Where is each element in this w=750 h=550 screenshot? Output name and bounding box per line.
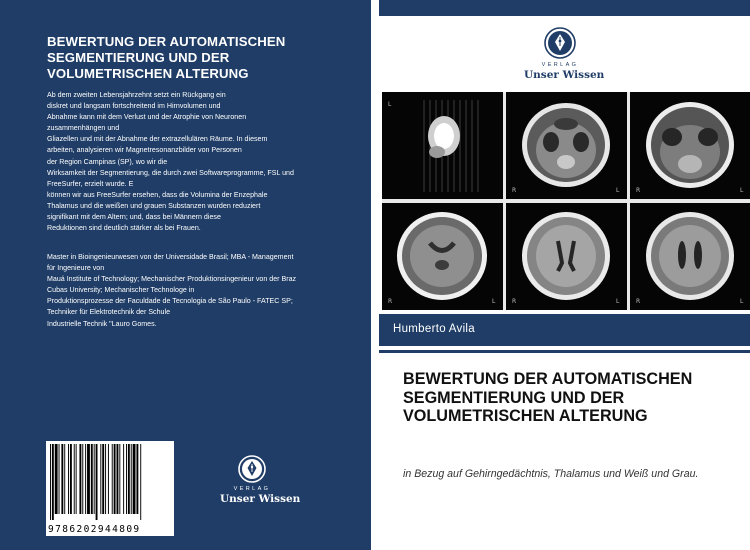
svg-text:L: L xyxy=(740,187,744,194)
barcode-bar xyxy=(74,444,75,514)
isbn-digits: 9786202944809 xyxy=(48,524,141,535)
barcode-bar xyxy=(117,444,119,514)
back-cover xyxy=(0,0,371,550)
svg-text:R: R xyxy=(512,187,517,194)
barcode-bar xyxy=(91,444,93,514)
barcode-bar xyxy=(105,444,106,514)
front-top-bar xyxy=(379,0,750,16)
svg-text:L: L xyxy=(616,187,620,194)
svg-text:R: R xyxy=(636,298,641,305)
barcode-bar xyxy=(61,444,63,514)
barcode-bar xyxy=(68,444,69,514)
mri-scan-image xyxy=(506,203,627,310)
barcode-bar xyxy=(55,444,58,514)
blurb-line: FreeSurfer, erzielt wurde. E xyxy=(47,179,134,188)
publisher-name: Unser Wissen xyxy=(220,493,301,505)
author-bar xyxy=(379,314,750,346)
isbn-barcode xyxy=(46,441,174,536)
blurb-line: Thalamus und die weißen und grauen Substanzen wurden reduziert xyxy=(47,201,261,210)
back-cover-blurb xyxy=(47,90,363,234)
svg-text:R: R xyxy=(388,298,393,305)
barcode-bar xyxy=(112,444,113,514)
blurb-line: signifikant mit dem Altern; und, dass bei Männern diese xyxy=(47,213,221,222)
mri-scan-collage xyxy=(382,92,750,310)
bio-line: Industrielle Technik "Lauro Gomes. xyxy=(47,319,157,328)
barcode-bar xyxy=(108,444,109,514)
author-bio xyxy=(47,252,365,330)
barcode-bar xyxy=(100,444,101,514)
fountain-pen-nib-emblem-icon xyxy=(238,455,266,483)
mri-scan-image xyxy=(630,203,750,310)
barcode-bar xyxy=(119,444,120,514)
mri-scan-image xyxy=(630,92,750,199)
blurb-line: Reduktionen sind deutlich stärker als bei Frauen. xyxy=(47,224,201,233)
barcode-bar xyxy=(52,444,54,520)
publisher-verlag: VERLAG xyxy=(233,486,271,492)
svg-text:L: L xyxy=(740,298,744,305)
barcode-bar xyxy=(123,444,124,514)
bio-line: Produktionsprozesse der Faculdade de Tecnologia de São Paulo - FATEC SP; xyxy=(47,297,293,306)
fountain-pen-nib-emblem-icon xyxy=(544,27,576,59)
barcode-bar xyxy=(133,444,136,514)
svg-text:R: R xyxy=(636,187,641,194)
barcode-bar xyxy=(136,444,138,514)
blurb-line: Wirksamkeit der Segmentierung, die durch zwei Softwareprogramme, FSL und xyxy=(47,168,294,177)
blurb-line: Abnahme kann mit dem Verlust und der Atrophie von Neuronen xyxy=(47,113,247,122)
blurb-line: Gliazellen und mit der Abnahme der extrazellulären Räume. In diesem xyxy=(47,135,268,144)
mri-scan-image xyxy=(382,92,503,199)
front-cover-title: BEWERTUNG DER AUTOMATISCHEN SEGMENTIERUNG UND DER VOLUMETRISCHEN ALTERUNG xyxy=(403,370,693,425)
barcode-bar xyxy=(128,444,130,514)
barcode-bar xyxy=(96,444,98,520)
barcode-bars xyxy=(46,441,174,523)
front-cover-subtitle: in Bezug auf Gehirngedächtnis, Thalamus und Weiß und Grau. xyxy=(403,468,699,480)
barcode-bar xyxy=(50,444,51,520)
barcode-bar xyxy=(76,444,77,514)
svg-text:L: L xyxy=(616,298,620,305)
spine-gap xyxy=(371,0,379,550)
barcode-bar xyxy=(82,444,83,514)
publisher-verlag: VERLAG xyxy=(541,62,579,68)
blurb-line: können wir aus FreeSurfer ersehen, dass die Volumina der Enzephale xyxy=(47,190,268,199)
blurb-line: der Region Campinas (SP), wo wir die xyxy=(47,157,168,166)
front-cover xyxy=(379,0,750,550)
bio-line: für Ingenieure von xyxy=(47,264,105,273)
barcode-bar xyxy=(114,444,116,514)
blurb-line: Ab dem zweiten Lebensjahrzehnt setzt ein Rückgang ein xyxy=(47,91,226,99)
publisher-name: Unser Wissen xyxy=(524,69,605,81)
mri-scan-image xyxy=(382,203,503,310)
barcode-bar xyxy=(126,444,127,514)
svg-text:L: L xyxy=(388,101,392,108)
barcode-bar xyxy=(59,444,60,514)
front-publisher-logo xyxy=(524,27,605,81)
mri-scan-image xyxy=(506,92,627,199)
barcode-bar xyxy=(140,444,141,520)
bio-line: Techniker für Elektrotechnik der Schule xyxy=(47,308,171,317)
barcode-bar xyxy=(102,444,104,514)
blurb-line: arbeiten, analysieren wir Magnetresonanzbilder von Personen xyxy=(47,146,242,155)
blurb-line: diskret und langsam fortschreitend im Hirnvolumen und xyxy=(47,102,221,111)
barcode-bar xyxy=(70,444,72,514)
bio-line: Cubas University; Mechanischer Technologe in xyxy=(47,286,195,295)
bio-line: Mauá Institute of Technology; Mechanischer Produktionsingenieur von der Braz xyxy=(47,275,297,284)
svg-text:R: R xyxy=(512,298,517,305)
barcode-bar xyxy=(64,444,65,514)
back-publisher-logo xyxy=(220,455,301,505)
barcode-bar xyxy=(94,444,95,514)
bio-line: Master in Bioingenieurwesen von der Universidade Brasil; MBA - Management xyxy=(47,253,294,261)
author-name: Humberto Avila xyxy=(393,323,475,335)
title-divider xyxy=(379,350,750,353)
back-cover-title: BEWERTUNG DER AUTOMATISCHEN SEGMENTIERUNG UND DER VOLUMETRISCHEN ALTERUNG xyxy=(47,34,286,81)
barcode-bar xyxy=(131,444,132,514)
blurb-line: zusammenhängen und xyxy=(47,124,120,133)
svg-text:L: L xyxy=(492,298,496,305)
barcode-bar xyxy=(87,444,90,514)
barcode-bar xyxy=(79,444,81,514)
barcode-bar xyxy=(85,444,86,514)
